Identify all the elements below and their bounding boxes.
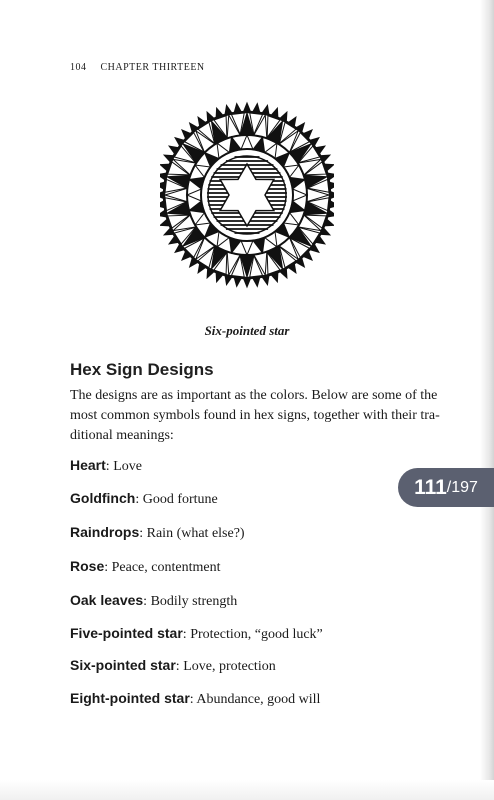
symbol-term: Five-pointed star bbox=[70, 625, 183, 641]
symbol-meaning: Good fortune bbox=[142, 492, 218, 507]
symbol-term: Heart bbox=[70, 457, 106, 473]
symbol-entry: Rose: Peace, contentment bbox=[70, 558, 221, 575]
symbol-meaning: Love, protection bbox=[183, 659, 276, 674]
intro-line: The designs are as important as the colors. Below are some of the bbox=[70, 388, 438, 403]
symbol-entry: Goldfinch: Good fortune bbox=[70, 490, 218, 507]
symbol-term: Six-pointed star bbox=[70, 657, 176, 673]
symbol-entry: Six-pointed star: Love, protection bbox=[70, 657, 276, 674]
running-header bbox=[70, 62, 205, 73]
header-chapter: CHAPTER THIRTEEN bbox=[100, 62, 205, 73]
symbol-term: Rose bbox=[70, 558, 105, 574]
total-pages: /197 bbox=[446, 478, 478, 496]
page-edge-shadow bbox=[480, 0, 494, 800]
symbol-term: Eight-pointed star bbox=[70, 690, 190, 706]
symbol-term: Goldfinch bbox=[70, 490, 136, 506]
header-page-number: 104 bbox=[70, 62, 87, 73]
current-page: 111 bbox=[414, 475, 447, 499]
symbol-meaning: Bodily strength bbox=[150, 594, 238, 609]
intro-line: ditional meanings: bbox=[70, 428, 174, 443]
symbol-meaning: Love bbox=[113, 459, 142, 474]
section-title: Hex Sign Designs bbox=[70, 360, 214, 379]
symbol-meaning: Peace, contentment bbox=[111, 560, 221, 575]
symbol-meaning: Protection, “good luck” bbox=[190, 627, 323, 642]
symbol-entry: Raindrops: Rain (what else?) bbox=[70, 524, 245, 541]
page-bottom-edge bbox=[0, 780, 494, 800]
symbol-term: Oak leaves bbox=[70, 592, 144, 608]
symbol-entry: Eight-pointed star: Abundance, good will bbox=[70, 690, 321, 707]
symbol-entry: Five-pointed star: Protection, “good luck” bbox=[70, 625, 323, 642]
symbol-entry: Oak leaves: Bodily strength bbox=[70, 592, 238, 609]
symbol-term: Raindrops bbox=[70, 524, 140, 540]
six-pointed-star-hex-sign-icon bbox=[160, 88, 334, 302]
page-indicator-badge[interactable] bbox=[398, 468, 494, 507]
symbol-meaning: Rain (what else?) bbox=[146, 526, 245, 541]
figure-caption: Six-pointed star bbox=[204, 323, 290, 338]
symbol-meaning: Abundance, good will bbox=[196, 692, 321, 707]
symbol-entry: Heart: Love bbox=[70, 457, 142, 474]
intro-paragraph bbox=[70, 386, 440, 446]
intro-line: most common symbols found in hex signs, together with their tra- bbox=[70, 408, 440, 423]
